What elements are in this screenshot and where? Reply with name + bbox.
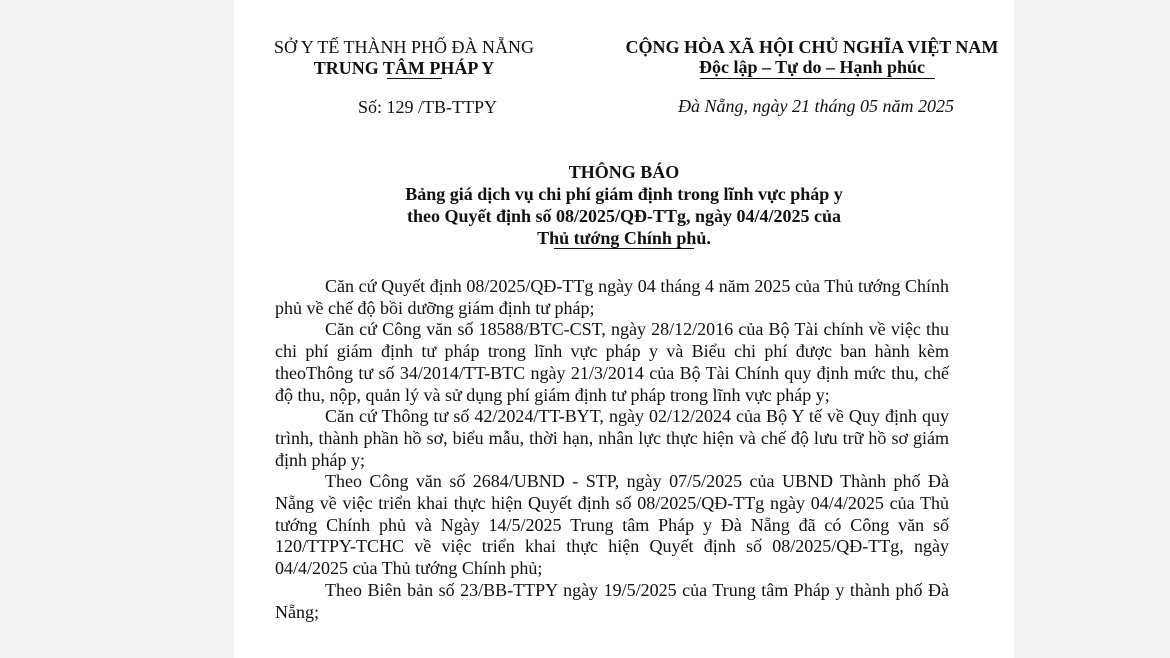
notice-subject-line-2: theo Quyết định số 08/2025/QĐ-TTg, ngày 04/4/2025 của [406, 206, 842, 226]
notice-body [275, 276, 949, 623]
paragraph: Căn cứ Thông tư số 42/2024/TT-BYT, ngày 02/12/2024 của Bộ Y tế về Quy định quy trình, thành phần hồ sơ, biểu mẫu, thời hạn, nhân lực thực hiện và chế độ lưu trữ hồ sơ giám định pháp y; [275, 406, 949, 470]
document-number [358, 96, 497, 118]
paragraph: Theo Công văn số 2684/UBND - STP, ngày 07/5/2025 của UBND Thành phố Đà Nẵng về việc triển khai thực hiện Quyết định số 08/2025/QĐ-TTg ngày 04/4/2025 của Thủ tướng Chính phủ và Ngày 14/5/2025 Trung tâm Pháp y Đà Nẵng đã có Công văn số 120/TTPY-TCHC về việc triển khai thực hiện Quyết định số 08/2025/QĐ-TTg, ngày 04/4/2025 của Thủ tướng Chính phủ; [275, 471, 949, 579]
notice-title [234, 161, 1014, 249]
notice-subject-line-1: Bảng giá dịch vụ chi phí giám định trong lĩnh vực pháp y [405, 184, 843, 204]
document-page [234, 0, 1014, 658]
unit-underline [387, 78, 442, 79]
country-name: CỘNG HÒA XÃ HỘI CHỦ NGHĨA VIỆT NAM [625, 37, 999, 57]
issuing-unit: TRUNG TÂM PHÁP Y [313, 58, 495, 78]
document-number-value: 129 /TB-TTPY [386, 97, 498, 117]
place-and-date: Đà Nẵng, ngày 21 tháng 05 năm 2025 [678, 96, 954, 116]
national-motto: Độc lập – Tự do – Hạnh phúc [698, 57, 926, 77]
notice-heading: THÔNG BÁO [568, 162, 680, 182]
paragraph: Căn cứ Công văn số 18588/BTC-CST, ngày 28/12/2016 của Bộ Tài chính về việc thu chi phí giám định tư pháp trong lĩnh vực pháp y và Biểu chi phí được ban hành kèm theoThông tư số 34/2014/TT-BTC ngày 21/3/2014 của Bộ Tài Chính quy định mức thu, chế độ thu, nộp, quản lý và sử dụng phí giám định tư pháp trong lĩnh vực pháp y; [275, 319, 949, 405]
issuing-agency: SỞ Y TẾ THÀNH PHỐ ĐÀ NẴNG [273, 37, 534, 57]
paragraph: Theo Biên bản số 23/BB-TTPY ngày 19/5/2025 của Trung tâm Pháp y thành phố Đà Nẵng; [275, 579, 949, 622]
notice-subject-line-3: Thủ tướng Chính phủ. [537, 228, 711, 248]
title-underline [554, 248, 694, 249]
document-number-label: Số: [358, 97, 383, 117]
motto-underline [700, 78, 935, 79]
paragraph: Căn cứ Quyết định 08/2025/QĐ-TTg ngày 04 tháng 4 năm 2025 của Thủ tướng Chính phủ về chế độ bồi dưỡng giám định tư pháp; [275, 276, 949, 318]
